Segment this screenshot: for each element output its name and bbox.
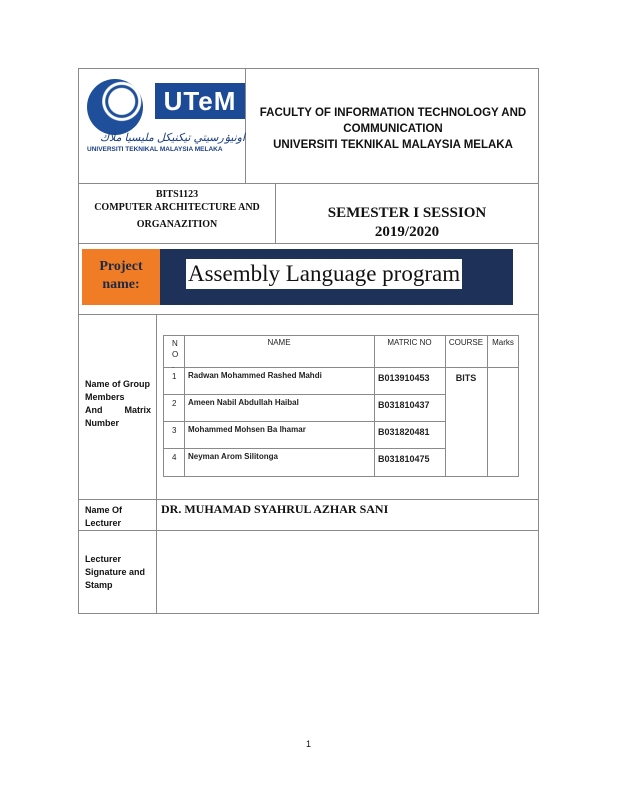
semester-title: SEMESTER I SESSION (327, 205, 487, 221)
member-matric: B031820481 (378, 427, 430, 437)
faculty-line: UNIVERSITI TEKNIKAL MALAYSIA MELAKA (273, 139, 513, 151)
divider (156, 500, 157, 530)
label-line: Lecturer (85, 554, 122, 564)
course-info (79, 188, 275, 231)
label-line: Matrix (124, 405, 151, 415)
column-divider (487, 336, 488, 476)
members-row (79, 315, 538, 500)
course-code: BITS1123 (155, 189, 199, 200)
project-label-line: name: (102, 277, 140, 292)
members-table (163, 335, 519, 477)
divider (156, 315, 157, 499)
row-divider (445, 367, 518, 368)
page-number: 1 (305, 739, 311, 749)
member-matric: B013910453 (378, 373, 430, 383)
member-name: Radwan Mohammed Rashed Mahdi (188, 371, 322, 380)
member-matric: B031810437 (378, 400, 430, 410)
course-name: COMPUTER ARCHITECTURE AND (94, 202, 260, 213)
header-no-line: O (172, 350, 179, 359)
cover-sheet (78, 68, 539, 614)
label-line: And (85, 405, 103, 415)
lecturer-label (85, 504, 122, 530)
row-divider (164, 421, 445, 422)
header-marks: Marks (492, 338, 514, 347)
header-matric: MATRIC NO (387, 338, 432, 347)
header-no-line: . (172, 361, 175, 370)
member-name: Mohammed Mohsen Ba lhamar (188, 425, 306, 434)
label-line: Members (85, 392, 125, 402)
project-label-line: Project (99, 259, 143, 274)
label-line: Signature and (85, 567, 146, 577)
faculty-line: FACULTY OF INFORMATION TECHNOLOGY AND (259, 107, 527, 119)
row-divider (164, 448, 445, 449)
project-row (79, 244, 538, 315)
label-line: Lecturer (85, 518, 122, 528)
signature-label (85, 553, 145, 592)
row-number: 3 (172, 426, 177, 435)
logo-wordmark: UTeM (155, 83, 245, 119)
signature-row (79, 531, 538, 613)
utem-logo (87, 79, 245, 155)
project-title: Assembly Language program (186, 259, 462, 289)
row-divider (164, 367, 445, 368)
member-name: Ameen Nabil Abdullah Haibal (188, 398, 299, 407)
semester-info (275, 204, 539, 242)
lecturer-name: DR. MUHAMAD SYAHRUL AZHAR SANI (161, 502, 389, 516)
header-name: NAME (267, 338, 291, 347)
column-divider (374, 336, 375, 476)
row-divider (164, 394, 445, 395)
faculty-title (247, 105, 539, 153)
divider (156, 531, 157, 613)
lecturer-row (79, 500, 538, 531)
column-divider (445, 336, 446, 476)
column-divider (184, 336, 185, 476)
member-course: BITS (455, 373, 477, 383)
course-name: ORGANAZITION (136, 219, 218, 230)
row-number: 1 (172, 372, 177, 381)
member-matric: B031810475 (378, 454, 430, 464)
label-line: Name Of (85, 505, 123, 515)
project-banner (82, 249, 513, 305)
logo-jawi-text: اونيۏرسيتي تيكنيكل مليسيا ملاك (99, 132, 245, 144)
header-no-line: N (172, 339, 178, 348)
course-row (79, 184, 538, 244)
row-number: 2 (172, 399, 177, 408)
logo-emblem-icon (87, 79, 143, 135)
member-name: Neyman Arom Silitonga (188, 452, 278, 461)
header-no (172, 338, 178, 371)
members-label (85, 378, 151, 430)
logo-caption: UNIVERSITI TEKNIKAL MALAYSIA MELAKA (87, 146, 223, 153)
project-label (82, 249, 160, 305)
divider (245, 69, 246, 183)
header-row (79, 69, 538, 184)
semester-year: 2019/2020 (374, 224, 440, 240)
row-number: 4 (172, 453, 177, 462)
faculty-line: COMMUNICATION (343, 123, 443, 135)
header-course: COURSE (448, 338, 484, 347)
label-line: Stamp (85, 580, 113, 590)
label-line: Number (85, 418, 120, 428)
label-line: Name of Group (85, 379, 151, 389)
